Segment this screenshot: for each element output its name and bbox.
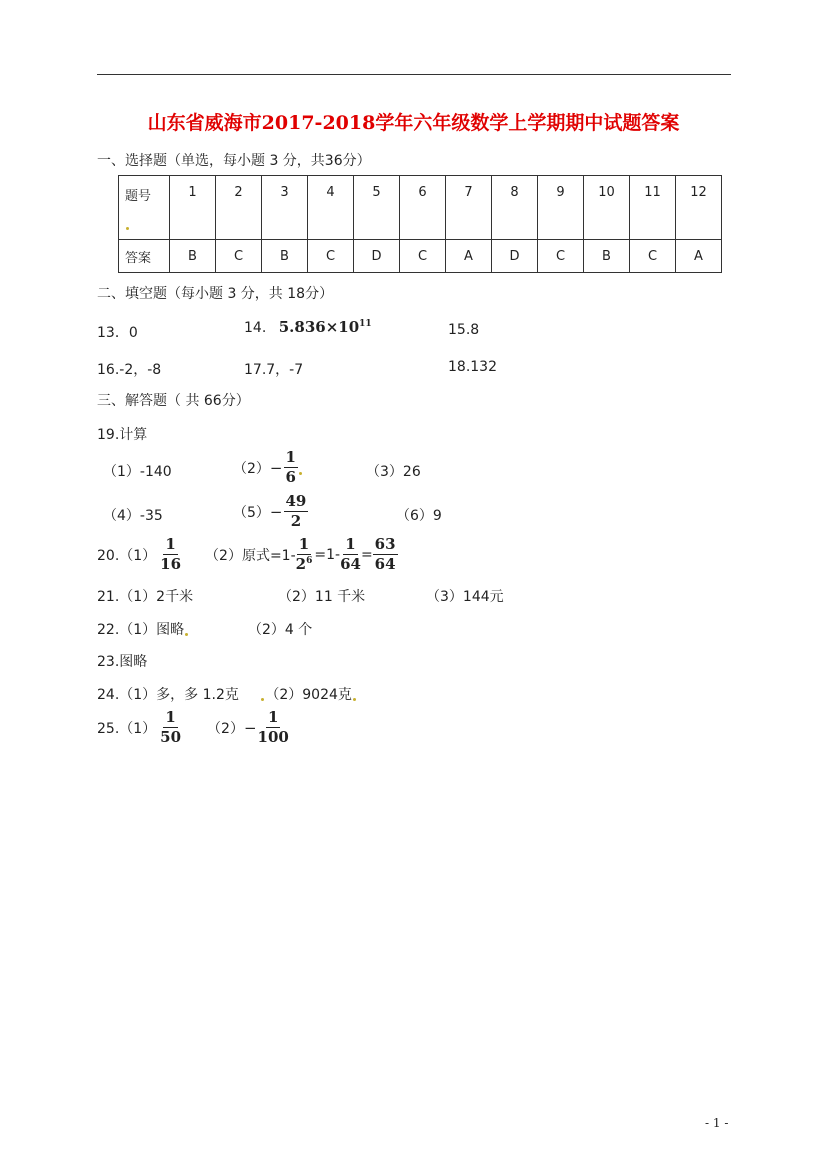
table-cell: D [354, 240, 400, 273]
fraction: $\frac{1}{50}$ [160, 708, 182, 746]
mark-dot [353, 698, 356, 701]
q22-part2: （2）4 个 [248, 622, 313, 638]
table-cell: 12 [676, 176, 722, 240]
q19-part4: （4）-35 [103, 508, 163, 524]
q22-part1: 22.（1）图略 [97, 619, 189, 639]
fraction: $\frac{1}{100}$ [257, 708, 289, 746]
table-cell: B [262, 240, 308, 273]
table-header-answer: 答案 [119, 240, 170, 273]
table-cell: 4 [308, 176, 354, 240]
table-cell: 5 [354, 176, 400, 240]
choice-answer-table [118, 175, 722, 273]
table-header-number: 题号 [119, 176, 170, 240]
fraction: $\frac{63}{64}$ [374, 535, 396, 573]
table-cell: 6 [400, 176, 446, 240]
answer-q18: 18.132 [448, 359, 497, 375]
q20-answer: 20.（1） $\frac{1}{16}$ （2）原式=1- $\frac{1}{2^6}$ =1- $\frac{1}{64}$ = $\frac{63}{64}$ [97, 535, 396, 573]
table-cell: C [400, 240, 446, 273]
table-cell: B [170, 240, 216, 273]
q21-part1: 21.（1）2千米 [97, 589, 194, 605]
section3-heading: 三、解答题（ 共 66分） [97, 393, 250, 409]
table-row-numbers [119, 176, 722, 240]
fraction: $\frac{49}{2}$ [285, 492, 307, 530]
q24-answer: 24.（1）多，多 1.2克 （2）9024克 [97, 684, 357, 704]
page-number: - 1 - [705, 1116, 729, 1130]
table-cell: 2 [216, 176, 262, 240]
answer-q15: 15.8 [448, 322, 480, 338]
q21-part3: （3）144元 [426, 589, 504, 605]
table-row-answers [119, 240, 722, 273]
table-cell: C [216, 240, 262, 273]
table-cell: 8 [492, 176, 538, 240]
fraction: $\frac{1}{6}$ [285, 448, 296, 486]
table-cell: A [676, 240, 722, 273]
mark-dot [299, 472, 302, 475]
q21-part2: （2）11 千米 [278, 589, 366, 605]
table-cell: 1 [170, 176, 216, 240]
table-cell: 11 [630, 176, 676, 240]
q19-title: 19.计算 [97, 427, 148, 443]
table-cell: C [538, 240, 584, 273]
table-cell: C [308, 240, 354, 273]
answer-q16: 16.-2，-8 [97, 362, 162, 378]
q19-part5: （5） − $\frac{49}{2}$ [233, 492, 307, 530]
q19-part6: （6）9 [396, 508, 442, 524]
answer-q17: 17.7，-7 [244, 362, 304, 378]
table-cell: 3 [262, 176, 308, 240]
header-rule [97, 74, 731, 75]
q19-part3: （3）26 [366, 464, 421, 480]
table-cell: D [492, 240, 538, 273]
mark-dot [261, 698, 264, 701]
mark-dot [126, 227, 129, 230]
document-title: 山东省威海市2017-2018学年六年级数学上学期期中试题答案 [147, 112, 680, 134]
table-cell: 10 [584, 176, 630, 240]
section1-heading: 一、选择题（单选，每小题 3 分，共36分） [97, 153, 371, 169]
q23-answer: 23.图略 [97, 654, 148, 670]
table-cell: B [584, 240, 630, 273]
q19-part2: （2） − $\frac{1}{6}$ [233, 450, 303, 485]
table-cell: 7 [446, 176, 492, 240]
answer-q13: 13．0 [97, 325, 138, 341]
table-cell: A [446, 240, 492, 273]
table-cell: C [630, 240, 676, 273]
q25-answer: 25.（1） $\frac{1}{50}$ （2） − $\frac{1}{100}$ [97, 708, 289, 746]
q19-part1: （1）-140 [103, 464, 172, 480]
table-cell: 9 [538, 176, 584, 240]
mark-dot [185, 633, 188, 636]
fraction: $\frac{1}{64}$ [340, 535, 361, 573]
section2-heading: 二、填空题（每小题 3 分，共 18分） [97, 286, 334, 302]
fraction: $\frac{1}{16}$ [160, 535, 182, 573]
fraction: $\frac{1}{2^6}$ [295, 535, 313, 573]
answer-q14: 14. $5.836\times 10^{11}$ [244, 318, 372, 336]
